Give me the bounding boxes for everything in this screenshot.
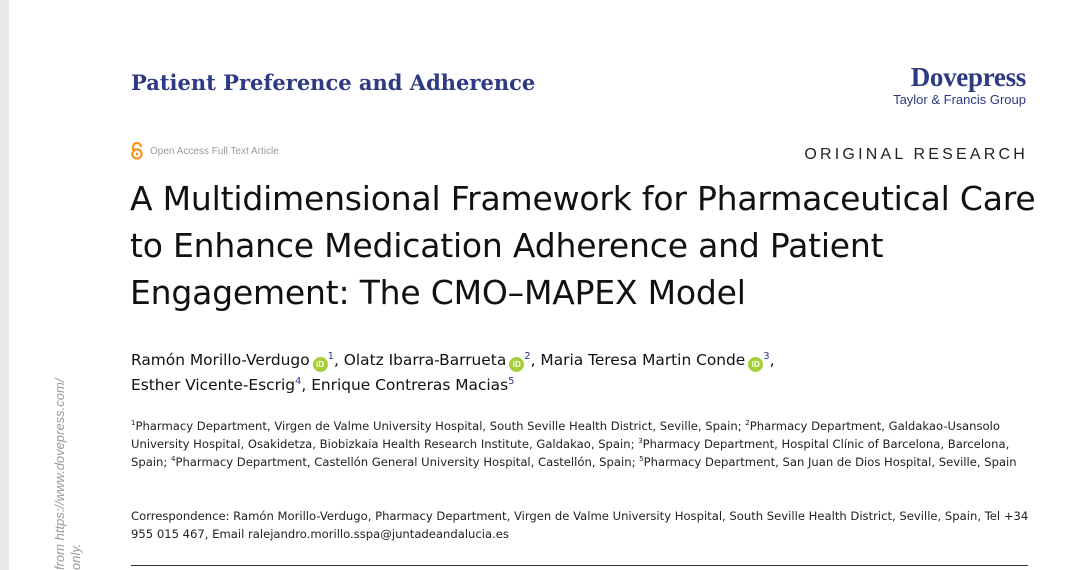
affiliation-marker[interactable]: 3 <box>763 351 770 362</box>
affiliation-marker[interactable]: 1 <box>327 351 334 362</box>
affiliation-marker[interactable]: 4 <box>295 376 302 387</box>
affiliation-number: 5 <box>639 455 644 463</box>
open-access-label: Open Access Full Text Article <box>150 145 279 157</box>
publisher-logo[interactable] <box>893 63 1026 108</box>
affiliation-number: 3 <box>638 437 643 445</box>
author-name[interactable]: Olatz Ibarra-Barrueta <box>343 351 507 369</box>
orcid-icon[interactable]: iD <box>313 357 328 372</box>
article-type: ORIGINAL RESEARCH <box>804 146 1028 163</box>
open-access-badge <box>130 142 279 160</box>
author-separator: , <box>334 351 344 369</box>
affiliation-marker[interactable]: 5 <box>508 376 515 387</box>
orcid-icon[interactable]: iD <box>509 357 524 372</box>
watermark-line-1: from https://www.dovepress.com/ <box>52 378 67 570</box>
affiliation-marker[interactable]: 2 <box>524 351 531 362</box>
section-divider <box>131 565 1028 566</box>
author-separator: , <box>301 376 312 394</box>
author-name[interactable]: Enrique Contreras Macias <box>311 376 509 394</box>
affiliation-text: Pharmacy Department, Castellón General University Hospital, Castellón, Spain; <box>175 455 640 469</box>
affiliation-number: 2 <box>745 419 750 427</box>
affiliation-text: Pharmacy Department, San Juan de Dios Hospital, Seville, Spain <box>643 455 1017 469</box>
download-watermark <box>52 379 84 570</box>
author-name[interactable]: Maria Teresa Martin Conde <box>540 351 746 369</box>
author-name[interactable]: Ramón Morillo-Verdugo <box>131 351 310 369</box>
open-access-icon <box>130 142 144 160</box>
affiliation-number: 4 <box>170 455 176 463</box>
affiliation-text: Pharmacy Department, Galdakao-Usansolo University Hospital, Osakidetza, Biobizkaia Health Research Institute, Galdakao, Spain; <box>131 419 1000 451</box>
affiliation-number: 1 <box>131 419 136 427</box>
correspondence: Correspondence: Ramón Morillo-Verdugo, Pharmacy Department, Virgen de Valme University Hospital, South Seville Health District, Seville, Spain, Tel +34 955 015 467, Email ralejandro.morillo.sspa@juntadeandalucia.es <box>131 509 1029 541</box>
author-separator: , <box>769 351 775 369</box>
page-edge <box>0 0 9 570</box>
publisher-group: Taylor & Francis Group <box>893 92 1026 107</box>
author-list <box>131 348 1051 398</box>
author-separator: , <box>530 351 541 369</box>
orcid-icon[interactable]: iD <box>748 357 763 372</box>
affiliation-text: Pharmacy Department, Virgen de Valme University Hospital, South Seville Health District, Seville, Spain; <box>135 419 746 433</box>
author-name[interactable]: Esther Vicente-Escrig <box>131 376 296 394</box>
journal-title[interactable]: Patient Preference and Adherence <box>131 70 536 95</box>
article-title: A Multidimensional Framework for Pharmaceutical Care to Enhance Medication Adherence and Patient Engagement: The CMO–MAPEX Model <box>130 179 1036 312</box>
affiliations <box>131 417 1031 471</box>
watermark-line-2: only. <box>68 543 83 570</box>
affiliation-text: Pharmacy Department, Hospital Clínic of Barcelona, Barcelona, Spain; <box>131 437 1010 469</box>
publisher-name: Dovepress <box>910 62 1026 92</box>
